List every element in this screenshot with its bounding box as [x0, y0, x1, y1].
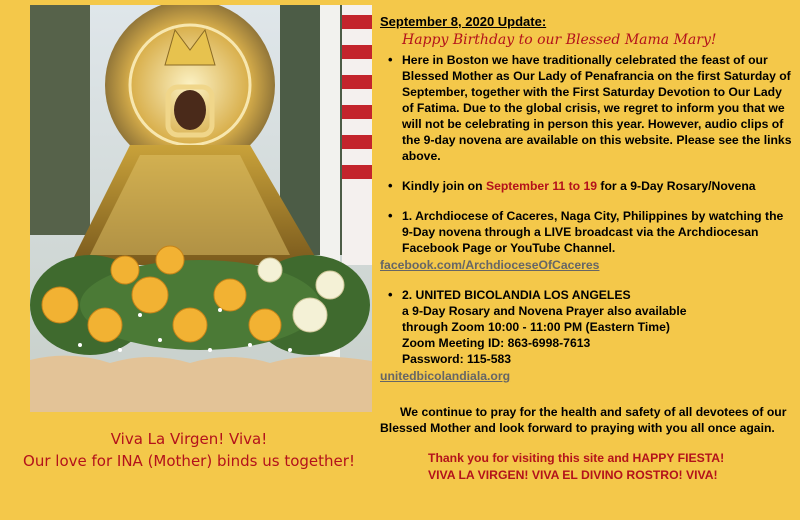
bullet-2-pre: Kindly join on	[402, 179, 486, 193]
update-heading: September 8, 2020 Update:	[380, 14, 547, 29]
birthday-greeting: Happy Birthday to our Blessed Mama Mary!	[402, 32, 717, 48]
thanks-message	[380, 450, 792, 484]
update-list	[380, 208, 792, 256]
zoom-meeting-id: Zoom Meeting ID: 863-6998-7613	[402, 336, 591, 350]
thanks-line-2: VIVA LA VIRGEN! VIVA EL DIVINO ROSTRO! VIVA!	[428, 468, 718, 482]
bullet-4-line-2: through Zoom 10:00 - 11:00 PM (Eastern Time)	[402, 320, 670, 334]
list-item	[402, 178, 792, 194]
bullet-3-text: 1. Archdiocese of Caceres, Naga City, Philippines by watching the 9-Day novena through a LIVE broadcast via the Archdiocesan Facebook Page or YouTube Channel.	[402, 209, 784, 255]
zoom-password: Password: 115-583	[402, 352, 512, 366]
closing-paragraph: We continue to pray for the health and safety of all devotees of our Blessed Mother and look forward to praying with you all once again.	[380, 405, 787, 435]
update-section	[380, 14, 792, 484]
rosary-dates: September 11 to 19	[485, 179, 598, 193]
thanks-line-1: Thank you for visiting this site and HAPPY FIESTA!	[428, 451, 725, 465]
update-list	[380, 178, 792, 194]
bullet-4-line-1: a 9-Day Rosary and Novena Prayer also available	[402, 304, 687, 318]
facebook-link[interactable]: facebook.com/ArchdioceseOfCaceres	[380, 258, 600, 272]
bullet-1-text: Here in Boston we have traditionally celebrated the feast of our Blessed Mother as Our Lady of Penafrancia on the first Saturday of September, together with the First Saturday Devotion to Our Lady of Fatima. Due to the global crisis, we regret to inform you that we will not be celebrating in person this year. However, audio clips of the 9-day novena are available on this website. Please see the links above.	[402, 53, 792, 163]
caption-line-1: Viva La Virgen! Viva!	[110, 430, 268, 448]
statue-photo	[30, 5, 372, 412]
list-item	[402, 52, 792, 164]
photo-caption	[0, 428, 378, 472]
caption-line-2: Our love for INA (Mother) binds us together!	[23, 452, 355, 470]
bullet-2-post: for a 9-Day Rosary/Novena	[597, 179, 756, 193]
bicolandia-link[interactable]: unitedbicolandiala.org	[380, 369, 511, 383]
list-item	[402, 287, 792, 367]
list-item	[402, 208, 792, 256]
update-list	[380, 52, 792, 164]
update-list	[380, 287, 792, 367]
statue-photo-illustration	[30, 5, 372, 412]
bullet-4-title: • 2. UNITED BICOLANDIA LOS ANGELES	[402, 288, 631, 302]
